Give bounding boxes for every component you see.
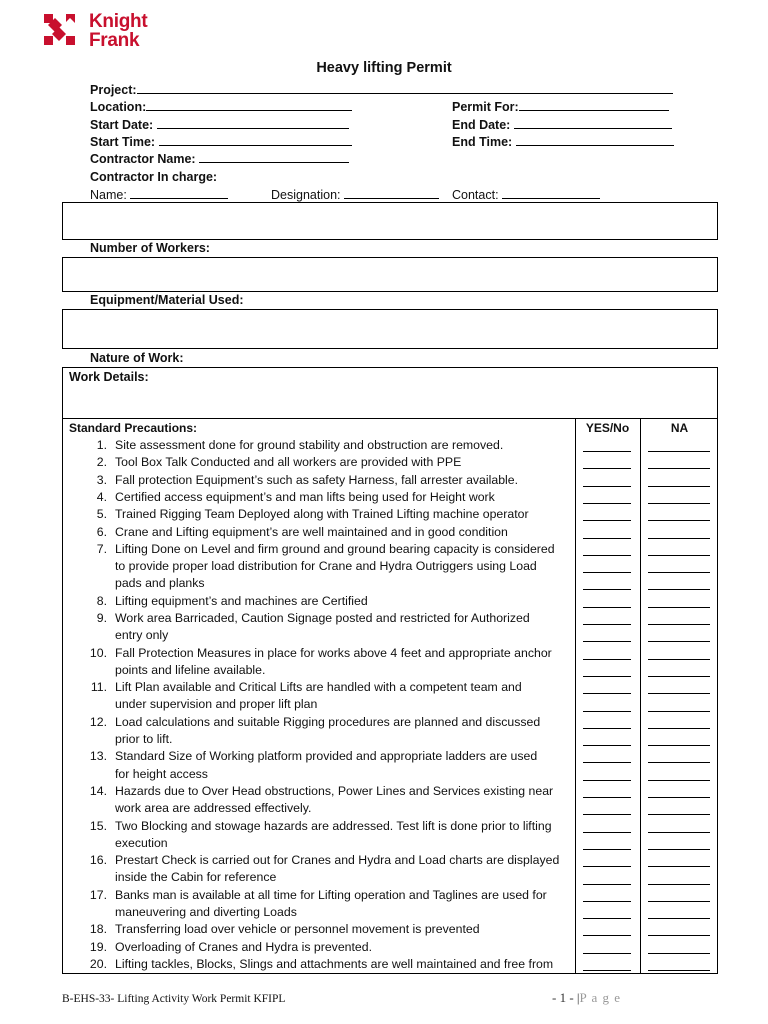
na-blank[interactable] xyxy=(648,832,710,833)
yes-no-blank[interactable] xyxy=(583,884,631,885)
contractor-in-charge-label: Contractor In charge: xyxy=(90,170,218,184)
na-blank[interactable] xyxy=(648,451,710,452)
na-blank[interactable] xyxy=(648,589,710,590)
contact-field xyxy=(452,187,600,203)
yes-no-blank[interactable] xyxy=(583,659,631,660)
precaution-text xyxy=(115,472,570,489)
na-blank[interactable] xyxy=(648,780,710,781)
na-blank[interactable] xyxy=(648,693,710,694)
yes-no-blank[interactable] xyxy=(583,607,631,608)
precaution-line: Crane and Lifting equipment’s are well maintained and in good condition xyxy=(115,524,508,539)
precaution-text xyxy=(115,610,570,645)
work-details-label: Work Details: xyxy=(69,370,149,384)
precaution-number: 18. xyxy=(89,922,107,937)
precaution-line: Load calculations and suitable Rigging procedures are planned and discussed xyxy=(115,714,541,729)
precaution-line: points and lifeline available. xyxy=(115,662,266,677)
project-field xyxy=(90,82,673,98)
precaution-number: 13. xyxy=(89,749,107,764)
yes-no-blank[interactable] xyxy=(583,745,631,746)
designation-label: Designation: xyxy=(271,188,341,202)
document-id: B-EHS-33- Lifting Activity Work Permit KFIPL xyxy=(62,993,286,1005)
na-blank[interactable] xyxy=(648,953,710,954)
yes-no-blank[interactable] xyxy=(583,555,631,556)
precaution-text xyxy=(115,645,570,680)
precaution-line: execution xyxy=(115,835,168,850)
start-date-input[interactable] xyxy=(157,117,349,129)
precaution-number: 1. xyxy=(96,438,107,452)
contractor-name-input[interactable] xyxy=(199,151,349,163)
na-blank[interactable] xyxy=(648,520,710,521)
yes-no-blank[interactable] xyxy=(583,711,631,712)
permit-for-field xyxy=(452,99,669,115)
na-blank[interactable] xyxy=(648,468,710,469)
end-date-input[interactable] xyxy=(514,117,672,129)
end-time-input[interactable] xyxy=(516,134,674,146)
start-date-label: Start Date: xyxy=(90,118,154,132)
yes-no-blank[interactable] xyxy=(583,520,631,521)
yes-no-blank[interactable] xyxy=(583,572,631,573)
precaution-line: Transferring load over vehicle or personnel movement is prevented xyxy=(115,922,480,937)
precaution-line: prior to lift. xyxy=(115,732,173,747)
na-blank[interactable] xyxy=(648,676,710,677)
location-input[interactable] xyxy=(146,99,352,111)
precaution-line: Lifting tackles, Blocks, Slings and attachments are well maintained and free from xyxy=(115,957,554,971)
page-word: P a g e xyxy=(579,990,622,1005)
na-blank[interactable] xyxy=(648,849,710,850)
designation-field xyxy=(271,187,439,203)
start-time-input[interactable] xyxy=(159,134,352,146)
precaution-text xyxy=(115,524,570,541)
na-blank[interactable] xyxy=(648,503,710,504)
precaution-number: 9. xyxy=(96,611,107,625)
precautions-table xyxy=(62,418,718,974)
precaution-number: 6. xyxy=(96,524,107,539)
na-blank[interactable] xyxy=(648,486,710,487)
col-divider xyxy=(575,419,576,973)
end-time-label: End Time: xyxy=(452,135,513,149)
yes-no-blank[interactable] xyxy=(583,849,631,850)
precaution-line: Fall Protection Measures in place for works above 4 feet and appropriate anchor xyxy=(115,645,552,660)
yes-no-blank[interactable] xyxy=(583,451,631,452)
yes-no-blank[interactable] xyxy=(583,693,631,694)
precaution-number: 14. xyxy=(89,784,107,798)
precaution-number: 17. xyxy=(89,887,107,902)
precaution-line: Banks man is available at all time for Lifting operation and Taglines are used for xyxy=(115,887,547,902)
page-title: Heavy lifting Permit xyxy=(316,60,452,76)
yes-no-blank[interactable] xyxy=(583,935,631,936)
yes-no-blank[interactable] xyxy=(583,486,631,487)
contractor-name-label: Contractor Name: xyxy=(90,152,196,166)
na-blank[interactable] xyxy=(648,745,710,746)
na-blank[interactable] xyxy=(648,884,710,885)
na-blank[interactable] xyxy=(648,762,710,763)
nature-of-work-label: Nature of Work: xyxy=(90,351,184,365)
end-date-label: End Date: xyxy=(452,118,511,132)
logo-mark-icon xyxy=(42,12,84,52)
yes-no-blank[interactable] xyxy=(583,970,631,971)
precaution-text xyxy=(115,887,570,922)
precaution-line: Two Blocking and stowage hazards are addressed. Test lift is done prior to lifting xyxy=(115,818,552,833)
yes-no-blank[interactable] xyxy=(583,797,631,798)
na-blank[interactable] xyxy=(648,918,710,919)
precaution-line: Fall protection Equipment’s such as safety Harness, fall arrester available. xyxy=(115,472,519,487)
yes-no-blank[interactable] xyxy=(583,728,631,729)
precaution-text xyxy=(115,939,570,956)
brand-line1: Knight xyxy=(89,11,148,32)
contact-input[interactable] xyxy=(502,187,600,199)
yes-no-blank[interactable] xyxy=(583,503,631,504)
start-date-field xyxy=(90,117,349,133)
precaution-number: 19. xyxy=(89,939,107,954)
contractor-name-field xyxy=(90,151,349,167)
end-time-field xyxy=(452,134,674,150)
number-of-workers-box[interactable] xyxy=(62,257,718,292)
na-blank[interactable] xyxy=(648,572,710,573)
precaution-line: Certified access equipment’s and man lifts being used for Height work xyxy=(115,489,495,504)
precaution-line: Prestart Check is carried out for Cranes and Hydra and Load charts are displayed xyxy=(115,853,560,868)
yes-no-blank[interactable] xyxy=(583,589,631,590)
na-blank[interactable] xyxy=(648,624,710,625)
brand-line2: Frank xyxy=(89,30,140,51)
precaution-text xyxy=(115,921,570,938)
na-blank[interactable] xyxy=(648,555,710,556)
precaution-line: Site assessment done for ground stability and obstruction are removed. xyxy=(115,438,504,452)
precaution-text xyxy=(115,714,570,749)
yes-no-blank[interactable] xyxy=(583,538,631,539)
precaution-text xyxy=(115,956,570,973)
precaution-text xyxy=(115,593,570,610)
precaution-line: Overloading of Cranes and Hydra is prevented. xyxy=(115,939,373,954)
na-blank[interactable] xyxy=(648,711,710,712)
yes-no-blank[interactable] xyxy=(583,918,631,919)
project-label: Project: xyxy=(90,83,137,97)
yes-no-blank[interactable] xyxy=(583,624,631,625)
precaution-text xyxy=(115,783,570,818)
precaution-number: 5. xyxy=(96,507,107,522)
na-blank[interactable] xyxy=(648,797,710,798)
location-field xyxy=(90,99,352,115)
yes-no-blank[interactable] xyxy=(583,901,631,902)
precaution-line: Standard Size of Working platform provided and appropriate ladders are used xyxy=(115,749,538,764)
name-input[interactable] xyxy=(130,187,228,199)
precaution-text xyxy=(115,437,570,454)
precaution-text xyxy=(115,748,570,783)
yes-no-header: YES/No xyxy=(585,421,630,435)
work-details-box[interactable] xyxy=(62,367,718,419)
permit-for-input[interactable] xyxy=(519,99,669,111)
precaution-text xyxy=(115,506,570,523)
page-number xyxy=(552,990,621,1006)
precaution-line: Hazards due to Over Head obstructions, Power Lines and Services existing near xyxy=(115,784,554,798)
precaution-line: entry only xyxy=(115,628,169,643)
na-blank[interactable] xyxy=(648,538,710,539)
yes-no-blank[interactable] xyxy=(583,676,631,677)
designation-input[interactable] xyxy=(344,187,439,199)
name-label: Name: xyxy=(90,188,127,202)
precaution-line: for height access xyxy=(115,766,208,781)
yes-no-blank[interactable] xyxy=(583,780,631,781)
start-time-label: Start Time: xyxy=(90,135,156,149)
precaution-text xyxy=(115,679,570,714)
precaution-line: inside the Cabin for reference xyxy=(115,870,277,885)
na-header: NA xyxy=(670,421,689,435)
precaution-line: Tool Box Talk Conducted and all workers are provided with PPE xyxy=(115,455,462,470)
name-field xyxy=(90,187,228,203)
precaution-number: 16. xyxy=(89,853,107,868)
yes-no-blank[interactable] xyxy=(583,762,631,763)
permit-for-label: Permit For: xyxy=(452,100,519,114)
na-blank[interactable] xyxy=(648,970,710,971)
yes-no-blank[interactable] xyxy=(583,866,631,867)
precaution-line: pads and planks xyxy=(115,576,205,591)
precaution-number: 4. xyxy=(96,489,107,504)
yes-no-blank[interactable] xyxy=(583,814,631,815)
precaution-number: 12. xyxy=(89,714,107,729)
equipment-label: Equipment/Material Used: xyxy=(90,293,244,307)
precaution-number: 3. xyxy=(96,472,107,487)
precaution-line: maneuvering and diverting Loads xyxy=(115,905,297,920)
precaution-line: work area are addressed effectively. xyxy=(115,801,312,816)
page-number-value: - 1 - | xyxy=(552,990,580,1005)
project-input[interactable] xyxy=(137,82,673,94)
contractor-details-box[interactable] xyxy=(62,202,718,240)
na-blank[interactable] xyxy=(648,935,710,936)
precaution-text xyxy=(115,541,570,593)
precaution-number: 2. xyxy=(96,455,107,470)
precaution-text xyxy=(115,454,570,471)
precaution-line: Lift Plan available and Critical Lifts are handled with a competent team and xyxy=(115,680,522,695)
precaution-text xyxy=(115,489,570,506)
precaution-line: to provide proper load distribution for Crane and Hydra Outriggers using Load xyxy=(115,559,537,574)
precaution-number: 20. xyxy=(89,957,107,971)
contact-label: Contact: xyxy=(452,188,499,202)
precaution-line: Lifting equipment’s and machines are Certified xyxy=(115,593,368,608)
precaution-number: 10. xyxy=(89,645,107,660)
location-label: Location: xyxy=(90,100,147,114)
knight-frank-logo xyxy=(42,12,157,54)
precaution-line: Work area Barricaded, Caution Signage posted and restricted for Authorized xyxy=(115,611,530,625)
precaution-text xyxy=(115,852,570,887)
na-blank[interactable] xyxy=(648,607,710,608)
na-blank[interactable] xyxy=(648,641,710,642)
number-of-workers-label: Number of Workers: xyxy=(90,241,210,255)
precaution-number: 11. xyxy=(90,680,107,695)
precautions-header: Standard Precautions: xyxy=(69,421,198,435)
na-blank[interactable] xyxy=(648,814,710,815)
precaution-text xyxy=(115,818,570,853)
na-blank[interactable] xyxy=(648,728,710,729)
precaution-number: 15. xyxy=(89,818,107,833)
start-time-field xyxy=(90,134,352,150)
equipment-box[interactable] xyxy=(62,309,718,349)
na-blank[interactable] xyxy=(648,901,710,902)
end-date-field xyxy=(452,117,672,133)
yes-no-blank[interactable] xyxy=(583,953,631,954)
yes-no-blank[interactable] xyxy=(583,641,631,642)
precaution-line: under supervision and proper lift plan xyxy=(115,697,318,712)
precaution-line: Lifting Done on Level and firm ground and ground bearing capacity is considered xyxy=(115,541,555,556)
precaution-number: 8. xyxy=(96,593,107,608)
precaution-line: Trained Rigging Team Deployed along with Trained Lifting machine operator xyxy=(115,507,529,522)
na-blank[interactable] xyxy=(648,866,710,867)
yes-no-blank[interactable] xyxy=(583,468,631,469)
yes-no-blank[interactable] xyxy=(583,832,631,833)
na-blank[interactable] xyxy=(648,659,710,660)
col-divider xyxy=(640,419,641,973)
precaution-number: 7. xyxy=(96,541,107,556)
